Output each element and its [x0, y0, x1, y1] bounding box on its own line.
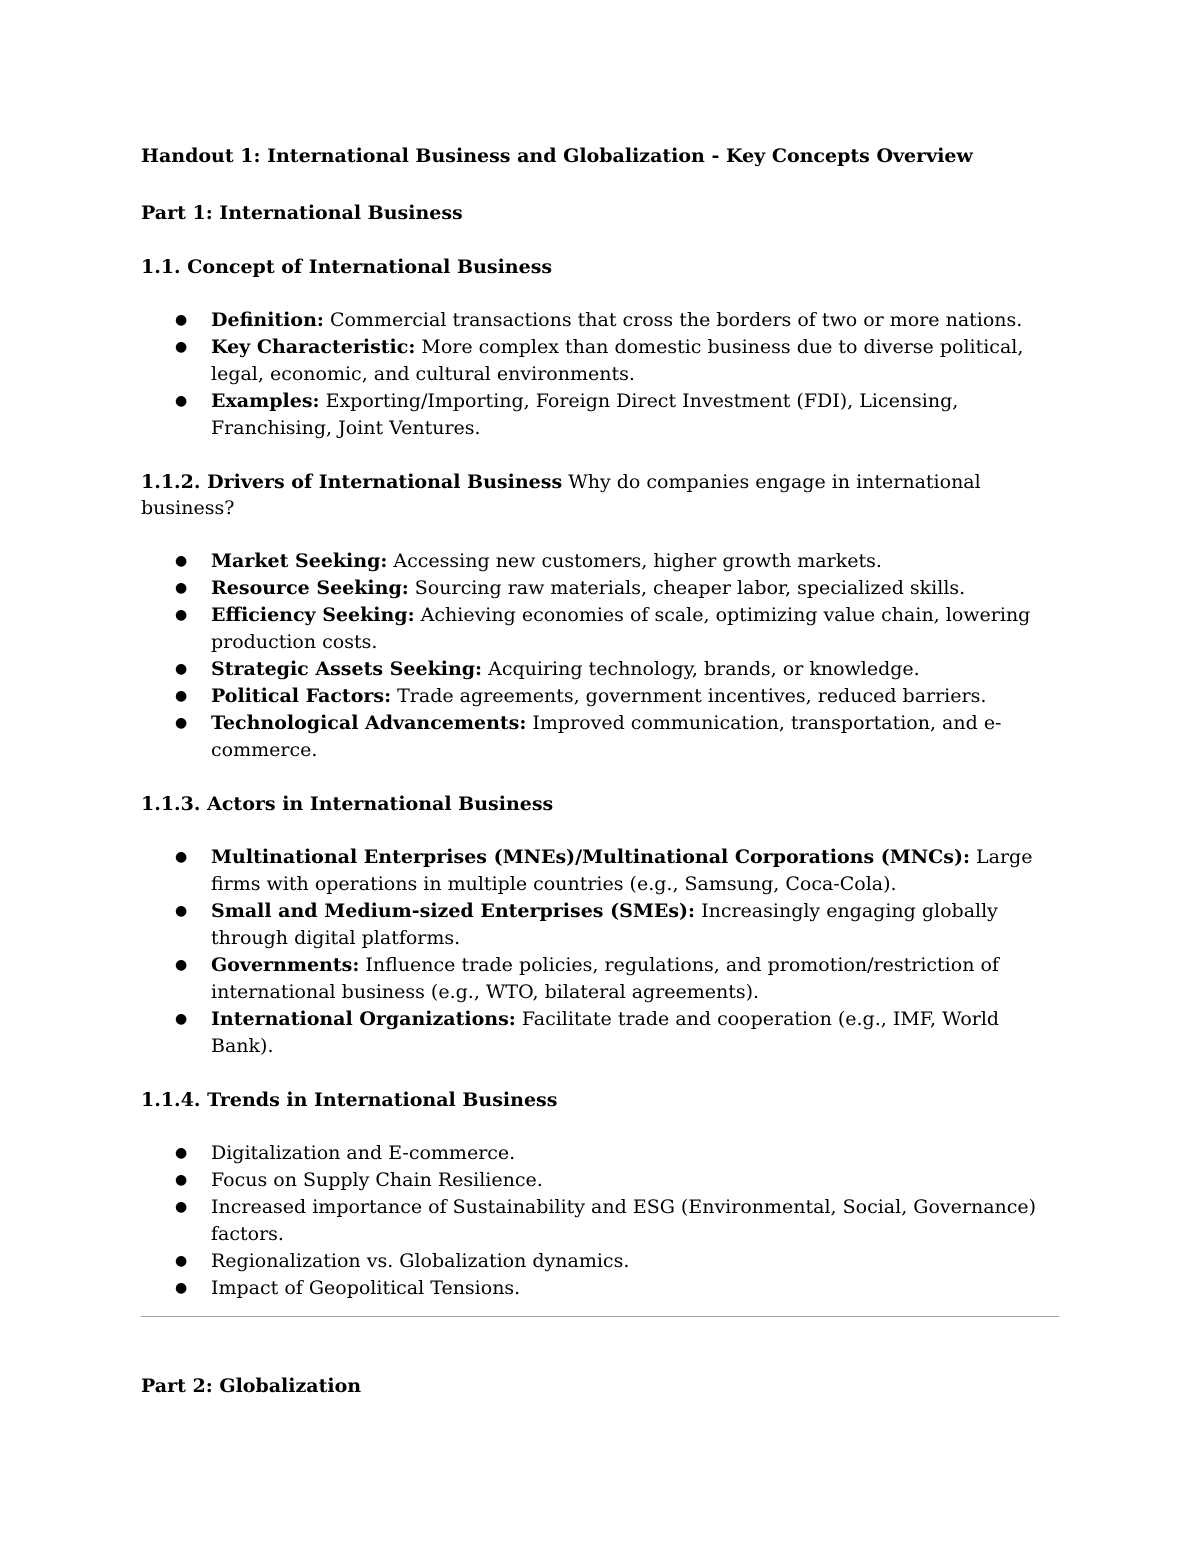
list-item: [141, 1248, 1061, 1275]
item-text: Impact of Geopolitical Tensions.: [211, 1277, 521, 1299]
bullet-icon: ●: [175, 688, 188, 704]
section-1-1-2-intro: Why do companies engage in international business?: [141, 471, 981, 519]
section-1-1-2-heading: [141, 469, 1061, 521]
bullet-icon: ●: [175, 957, 188, 973]
item-text: Digitalization and E-commerce.: [211, 1142, 516, 1164]
list-item: [141, 602, 1061, 656]
section-1-1-2-title: 1.1.2. Drivers of International Business: [141, 471, 563, 493]
bullet-icon: ●: [175, 1172, 188, 1188]
list-item: [141, 1194, 1061, 1248]
bullet-icon: ●: [175, 661, 188, 677]
section-1-1-title: 1.1. Concept of International Business: [141, 256, 553, 278]
item-term: Resource Seeking:: [211, 577, 409, 599]
item-text: Trade agreements, government incentives, reduced barriers.: [391, 685, 987, 707]
item-term: Strategic Assets Seeking:: [211, 658, 483, 680]
bullet-icon: ●: [175, 607, 188, 623]
item-term: Technological Advancements:: [211, 712, 527, 734]
bullet-icon: ●: [175, 1199, 188, 1215]
bullet-icon: ●: [175, 312, 188, 328]
list-item: [141, 710, 1061, 764]
section-1-1-3-list: [141, 844, 1061, 1060]
item-text: Exporting/Importing, Foreign Direct Investment (FDI), Licensing, Franchising, Joint Ventures.: [211, 390, 959, 439]
list-item: [141, 388, 1061, 442]
item-text: Acquiring technology, brands, or knowledge.: [482, 658, 920, 680]
section-1-1-3-heading: [141, 791, 1061, 817]
list-item: [141, 548, 1061, 575]
item-text: Influence trade policies, regulations, and promotion/restriction of international business (e.g., WTO, bilateral agreements).: [211, 954, 999, 1003]
horizontal-divider: [141, 1316, 1059, 1317]
item-text: Improved communication, transportation, and e-commerce.: [211, 712, 1002, 761]
list-item: [141, 952, 1061, 1006]
bullet-icon: ●: [175, 715, 188, 731]
bullet-icon: ●: [175, 339, 188, 355]
list-item: [141, 1167, 1061, 1194]
list-item: [141, 683, 1061, 710]
item-text: Regionalization vs. Globalization dynamics.: [211, 1250, 630, 1272]
list-item: [141, 844, 1061, 898]
item-text: Increasingly engaging globally through digital platforms.: [211, 900, 998, 949]
item-term: International Organizations:: [211, 1008, 516, 1030]
item-term: Efficiency Seeking:: [211, 604, 415, 626]
section-1-1-heading: [141, 254, 1061, 280]
list-item: [141, 1140, 1061, 1167]
section-1-1-2-list: [141, 548, 1061, 764]
item-text: More complex than domestic business due to diverse political, legal, economic, and cultural environments.: [211, 336, 1024, 385]
document-page: [141, 138, 1061, 1427]
item-term: Definition:: [211, 309, 324, 331]
item-term: Governments:: [211, 954, 360, 976]
list-item: [141, 898, 1061, 952]
item-term: Political Factors:: [211, 685, 392, 707]
item-text: Achieving economies of scale, optimizing value chain, lowering production costs.: [211, 604, 1031, 653]
document-title: Handout 1: International Business and Globalization - Key Concepts Overview: [141, 145, 973, 167]
bullet-icon: ●: [175, 1011, 188, 1027]
list-item: [141, 1275, 1061, 1302]
item-text: Large firms with operations in multiple countries (e.g., Samsung, Coca-Cola).: [211, 846, 1033, 895]
part-2-heading: Part 2: Globalization: [141, 1375, 362, 1397]
bullet-icon: ●: [175, 553, 188, 569]
item-term: Small and Medium-sized Enterprises (SMEs):: [211, 900, 696, 922]
section-1-1-4-title: 1.1.4. Trends in International Business: [141, 1089, 558, 1111]
section-1-1-4-list: [141, 1140, 1061, 1302]
item-text: Sourcing raw materials, cheaper labor, specialized skills.: [408, 577, 966, 599]
item-text: Increased importance of Sustainability and ESG (Environmental, Social, Governance) factors.: [211, 1196, 1037, 1245]
bullet-icon: ●: [175, 580, 188, 596]
list-item: [141, 1006, 1061, 1060]
bullet-icon: ●: [175, 393, 188, 409]
bullet-icon: ●: [175, 1280, 188, 1296]
section-1-1-4-heading: [141, 1087, 1061, 1113]
section-1-1-list: [141, 307, 1061, 442]
item-text: Facilitate trade and cooperation (e.g., IMF, World Bank).: [211, 1008, 1000, 1057]
item-text: Focus on Supply Chain Resilience.: [211, 1169, 543, 1191]
bullet-icon: ●: [175, 1253, 188, 1269]
list-item: [141, 307, 1061, 334]
list-item: [141, 575, 1061, 602]
section-1-1-3-title: 1.1.3. Actors in International Business: [141, 793, 554, 815]
item-text: Accessing new customers, higher growth markets.: [387, 550, 882, 572]
bullet-icon: ●: [175, 1145, 188, 1161]
item-text: Commercial transactions that cross the borders of two or more nations.: [323, 309, 1023, 331]
list-item: [141, 656, 1061, 683]
part-1-heading: Part 1: International Business: [141, 202, 463, 224]
item-term: Multinational Enterprises (MNEs)/Multinational Corporations (MNCs):: [211, 846, 970, 868]
item-term: Examples:: [211, 390, 320, 412]
item-term: Key Characteristic:: [211, 336, 416, 358]
bullet-icon: ●: [175, 849, 188, 865]
item-term: Market Seeking:: [211, 550, 388, 572]
bullet-icon: ●: [175, 903, 188, 919]
list-item: [141, 334, 1061, 388]
